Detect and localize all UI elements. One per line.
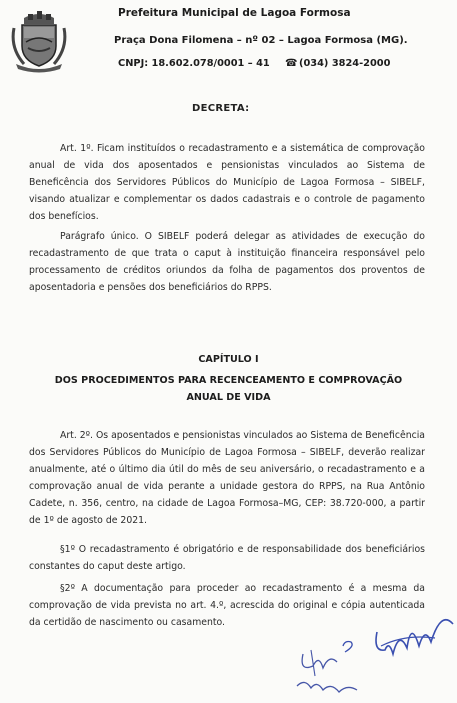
phone-number: (034) 3824-2000: [299, 58, 391, 69]
article-2-text: Art. 2º. Os aposentados e pensionistas vinculados ao Sistema de Beneficência dos Servidores Públicos do Município de Lagoa Formosa – SIBELF, deverão realizar anualmente, até o último dia útil do mês de seu aniversário, o recadastramento e a comprovação anual de vida perante a unidade gestora do RPPS, na Rua Antônio Cadete, n. 356, centro, na cidade de Lagoa Formosa–MG, CEP: 38.720-000, a partir de 1º de agosto de 2021.: [29, 430, 425, 527]
municipality-name: Prefeitura Municipal de Lagoa Formosa: [118, 7, 351, 19]
paragraph-2-text: §2º A documentação para proceder ao recadastramento é a mesma da comprovação de vida prevista no art. 4.º, acrescida do original e cópia autenticada da certidão de nascimento ou casamento.: [29, 583, 425, 629]
paragraph-1-text: §1º O recadastramento é obrigatório e de responsabilidade dos beneficiários constantes do caput deste artigo.: [29, 544, 425, 573]
paragraph-1: [29, 541, 425, 575]
chapter-subtitle: DOS PROCEDIMENTOS PARA RECENCEAMENTO E COMPROVAÇÃO ANUAL DE VIDA: [54, 375, 403, 403]
article-2: [29, 427, 425, 530]
article-1-text: Art. 1º. Ficam instituídos o recadastramento e a sistemática de comprovação anual de vida dos aposentados e pensionistas vinculados ao Sistema de Beneficência dos Servidores Públicos do Município de Lagoa Formosa – SIBELF, visando atualizar e complementar os dados cadastrais e o controle de pagamento dos benefícios.: [29, 143, 425, 223]
chapter-title: CAPÍTULO I: [198, 354, 259, 365]
article-1: [29, 140, 425, 225]
paragrafo-unico: [29, 228, 425, 296]
decreta-heading: DECRETA:: [192, 103, 250, 114]
handwritten-signatures: [285, 590, 457, 703]
paragrafo-unico-text: Parágrafo único. O SIBELF poderá delegar as atividades de execução do recadastramento de que trata o caput à instituição financeira responsável pelo processamento de créditos oriundos da folha de pagamentos dos proventos de aposentadoria e pensões dos beneficiários do RPPS.: [29, 231, 425, 294]
municipal-coat-of-arms: [10, 8, 68, 74]
phone: [285, 58, 390, 69]
telephone-icon: ☎: [285, 58, 298, 69]
cnpj: CNPJ: 18.602.078/0001 – 41: [118, 58, 270, 69]
municipality-address: Praça Dona Filomena – nº 02 – Lagoa Formosa (MG).: [114, 35, 408, 46]
